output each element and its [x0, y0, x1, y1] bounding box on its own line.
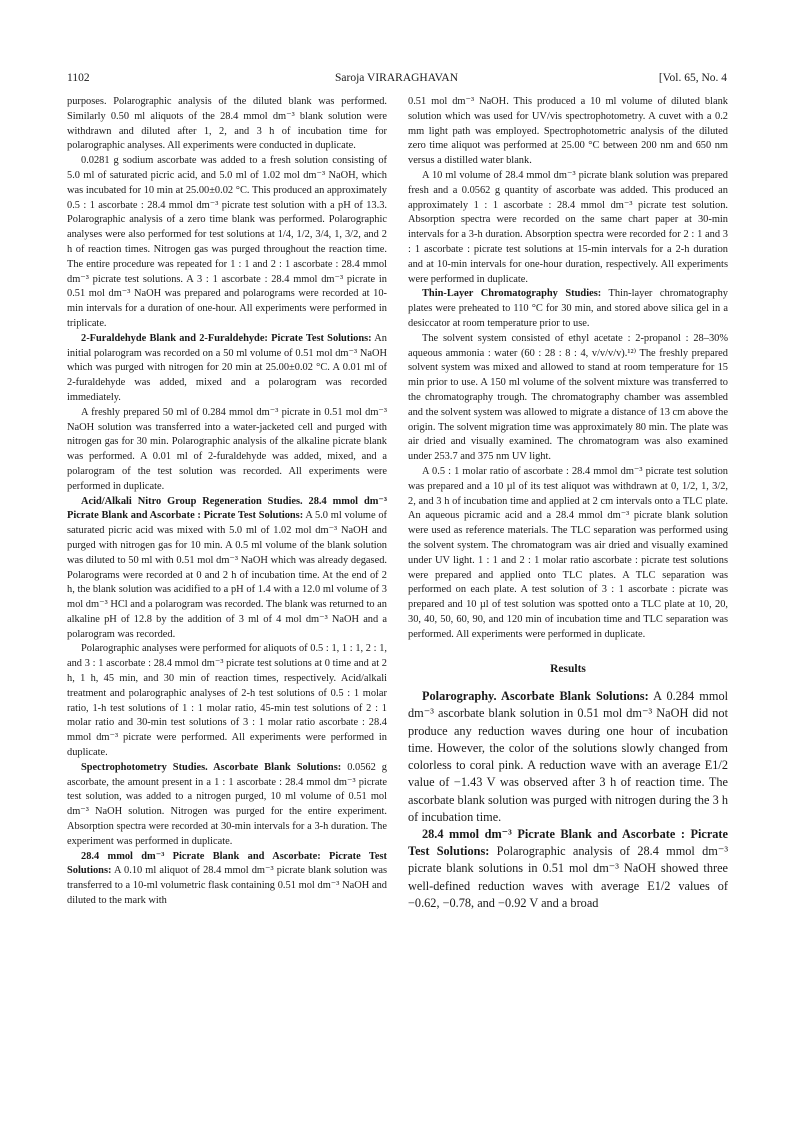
paragraph: Polarographic analyses were performed for aliquots of 0.5 : 1, 1 : 1, 2 : 1, and 3 : 1 ascorbate : 28.4 mmol dm⁻³ picrate test solutions at 0 time and at 2 h, 1 h, 45 min, and 30 min of reaction times, respectively. Acid/alkali treatment and polarographic analyses of 2-h test solutions of 0.5 : 1 molar ratio, 1-h test solutions of 1 : 1 molar ratio, 45-min test solutions of 2 : 1 molar ratio and 30-min test solutions of 3 : 1 molar ratio ascorbate : 28.4 mmol dm⁻³ picrate were performed. All experiments were performed in duplicate.	[67, 643, 387, 759]
paragraph: purposes. Polarographic analysis of the diluted blank was performed. Similarly 0.50 ml aliquots of the 28.4 mmol dm⁻³ blank solution were withdrawn and diluted after 1, 2, and 3 h of incubation time for polarographic analyses. All experiments were conducted in duplicate.	[67, 96, 387, 152]
paragraph: A 0.5 : 1 molar ratio of ascorbate : 28.4 mmol dm⁻³ picrate test solution was prepared and a 10 µl of its test aliquot was withdrawn at 0, 1/2, 1, 3/2, 2, and 3 h of incubation time and applied at 2 cm intervals onto a TLC plate. An aqueous picramic acid and a 28.4 mmol dm⁻³ picrate blank solution were used as reference materials. The TLC separation was performed using the solvent system. The chromatogram was air dried and visually examined under UV light. 1 : 1 and 2 : 1 molar ratio ascorbate : picrate test solutions were prepared and applied onto TLC plates. A TLC separation was performed on each plate. A test solution of 3 : 1 ascorbate : picrate was prepared and 10 µl of test solution was spotted onto a TLC plate at 10, 20, 30, 40, 50, 60, 90, and 120 min of incubation time and TLC separation was performed. All experiments were performed in duplicate.	[408, 465, 728, 640]
paragraph	[67, 332, 387, 406]
running-header	[0, 72, 793, 92]
journal-volume: [Vol. 65, No. 4	[658, 72, 727, 84]
section-heading: Spectrophotometry Studies. Ascorbate Blank Solutions:	[81, 761, 342, 773]
paragraph	[67, 495, 387, 643]
paragraph-text: Thin-layer chromatography plates were preheated to 110 °C for 30 min, and stored above silica gel in a desiccator at room temperature prior to use.	[408, 288, 728, 329]
section-heading: 28.4 mmol dm⁻³ Picrate Blank and Ascorbate : Picrate Test Solutions:	[408, 826, 728, 859]
paragraph-text: A 0.284 mmol dm⁻³ ascorbate blank solution in 0.51 mol dm⁻³ NaOH did not produce any reduction waves during one hour of incubation time. However, the color of the solutions slowly changed from colorless to coral pink. A reduction wave with an average E1/2 value of −1.43 V was observed after 3 h of reaction time. The ascorbate blank solution was purged with nitrogen during the 3 h of incubation time.	[408, 689, 729, 824]
paragraph-text: A 0.10 ml aliquot of 28.4 mmol dm⁻³ picrate blank solution was transferred to a 10-ml volumetric flask containing 0.51 mol dm⁻³ NaOH and diluted to the mark with	[67, 865, 387, 907]
paragraph	[67, 761, 387, 850]
paragraph-text: 0.0562 g ascorbate, the amount present in a 1 : 1 ascorbate : 28.4 mmol dm⁻³ picrate test solution, was added to a nitrogen purged, 10 ml volume of 0.51 mol dm⁻³ NaOH solution. Nitrogen was purged for the entire experiment. Absorption spectra were recorded at 30-min intervals for a 3-h duration. The experiment was performed in duplicate.	[67, 761, 388, 847]
section-heading: 2-Furaldehyde Blank and 2-Furaldehyde: Picrate Test Solutions:	[81, 332, 372, 344]
section-heading: Acid/Alkali Nitro Group Regeneration Studies. 28.4 mmol dm⁻³ Picrate Blank and Ascorbate : Picrate Test Solutions:	[67, 495, 387, 522]
right-column	[408, 95, 728, 912]
paragraph	[408, 826, 728, 912]
paragraph: The solvent system consisted of ethyl acetate : 2-propanol : 28–30% aqueous ammonia : water (60 : 28 : 8 : 4, v/v/v/v).¹²⁾ The freshly prepared solvent system was mixed and allowed to stand at room temperature for 15 min prior to use. A 150 ml volume of the solvent mixture was transferred to the chromatography trough. The chromatography chamber was assembled and the solvent system was allowed to migrate a distance of 13 cm above the origin. The solvent migration time was approximately 80 min. The plate was air dried and visually examined. The chromatogram was also examined under 253.7 and 375 nm UV light.	[408, 332, 728, 463]
paragraph-text: A 5.0 ml volume of saturated picric acid was mixed with 5.0 ml of 1.02 mol dm⁻³ NaOH and purged with nitrogen gas for 10 min. A 0.5 ml volume of the blank solution was diluted to 50 ml with 0.51 mol dm⁻³ NaOH which was already degased. Polarograms were recorded at 0 and 2 h of incubation time. At the end of 2 h, the blank solution was acidified to a pH of 1.4 with a 12.0 ml volume of 3 mol dm⁻³ HCl and a polarogram was recorded. The blank was returned to an alkaline pH of 12.8 by the addition of 3 ml of 4 mol dm⁻³ NaOH and a polarogram was recorded.	[67, 510, 387, 640]
paragraph: 0.0281 g sodium ascorbate was added to a fresh solution consisting of 5.0 ml of saturated picric acid, and 5.0 ml of 1.02 mol dm⁻³ NaOH, which was incubated for 10 min at 25.00±0.02 °C. This produced an approximately 0.5 : 1 ascorbate : 28.4 mmol dm⁻³ picrate test solution with a pH of 13.3. Polarographic analysis of a zero time blank was performed. Polarographic analyses were also performed for test solutions at 1/4, 1/2, 3/4, 1, 3/2, and 2 h of reaction times. Nitrogen gas was purged throughout the reaction time. The entire procedure was repeated for 1 : 1 and 2 : 1 ascorbate : 28.4 mmol dm⁻³ picrate test solutions. A 3 : 1 ascorbate : 28.4 mmol dm⁻³ picrate in 0.51 mol dm⁻³ NaOH was prepared and polarograms were recorded at 10-min intervals for a duration of one-hour. All experiments were performed in triplicate.	[67, 155, 387, 329]
paragraph: A 10 ml volume of 28.4 mmol dm⁻³ picrate blank solution was prepared fresh and a 0.0562 g quantity of ascorbate was added. This produced an approximately 1 : 1 ascorbate : 28.4 mmol dm⁻³ picrate test solution. Absorption spectra were recorded on the same chart paper at 30-min intervals for a 3-h duration. Absorption spectra were recorded for 2 : 1 and 3 : 1 ascorbate : picrate test solutions at 15-min intervals for a 2-h duration and at 10-min intervals for one-hour duration, respectively. All experiments were performed in duplicate.	[408, 169, 728, 285]
paragraph	[408, 688, 728, 826]
paragraph	[408, 287, 728, 331]
paragraph-text: Polarographic analysis of 28.4 mmol dm⁻³ picrate blank solutions in 0.51 mol dm⁻³ NaOH showed three well-defined reduction waves with average E1/2 values of −0.62, −0.78, and −0.92 V and a broad	[408, 844, 729, 910]
author-name: Saroja VIRARAGHAVAN	[335, 72, 458, 84]
paragraph-text: An initial polarogram was recorded on a 50 ml volume of 0.51 mol dm⁻³ NaOH which was purged with nitrogen for 20 min at 25.00±0.02 °C. A 0.01 ml of 2-furaldehyde was added, mixed and a polarogram was recorded immediately.	[67, 332, 387, 403]
page-number: 1102	[67, 72, 90, 84]
paragraph: A freshly prepared 50 ml of 0.284 mmol dm⁻³ picrate in 0.51 mol dm⁻³ NaOH solution was transferred into a water-jacketed cell and purged with nitrogen gas for 30 min. Polarographic analysis of the alkaline picrate blank was performed. A 0.01 ml of 2-furaldehyde was added, mixed, and a polarogram of the test solution was recorded. All experiments were performed in duplicate.	[67, 406, 387, 492]
left-column	[67, 95, 387, 909]
section-heading: 28.4 mmol dm⁻³ Picrate Blank and Ascorbate: Picrate Test Solutions:	[67, 850, 387, 877]
section-heading: Polarography. Ascorbate Blank Solutions:	[422, 689, 649, 704]
paragraph	[67, 850, 387, 909]
paragraph: 0.51 mol dm⁻³ NaOH. This produced a 10 ml volume of diluted blank solution which was used for UV/vis spectrophotometry. A cuvet with a 0.2 mm light path was employed. Spectrophotometric analysis of the diluted zero time aliquot was performed at 25.00 °C between 200 nm and 650 nm versus a distilled water blank.	[408, 96, 728, 167]
section-heading: Thin-Layer Chromatography Studies:	[422, 288, 602, 300]
results-section	[408, 688, 728, 912]
results-heading: Results	[550, 663, 586, 676]
